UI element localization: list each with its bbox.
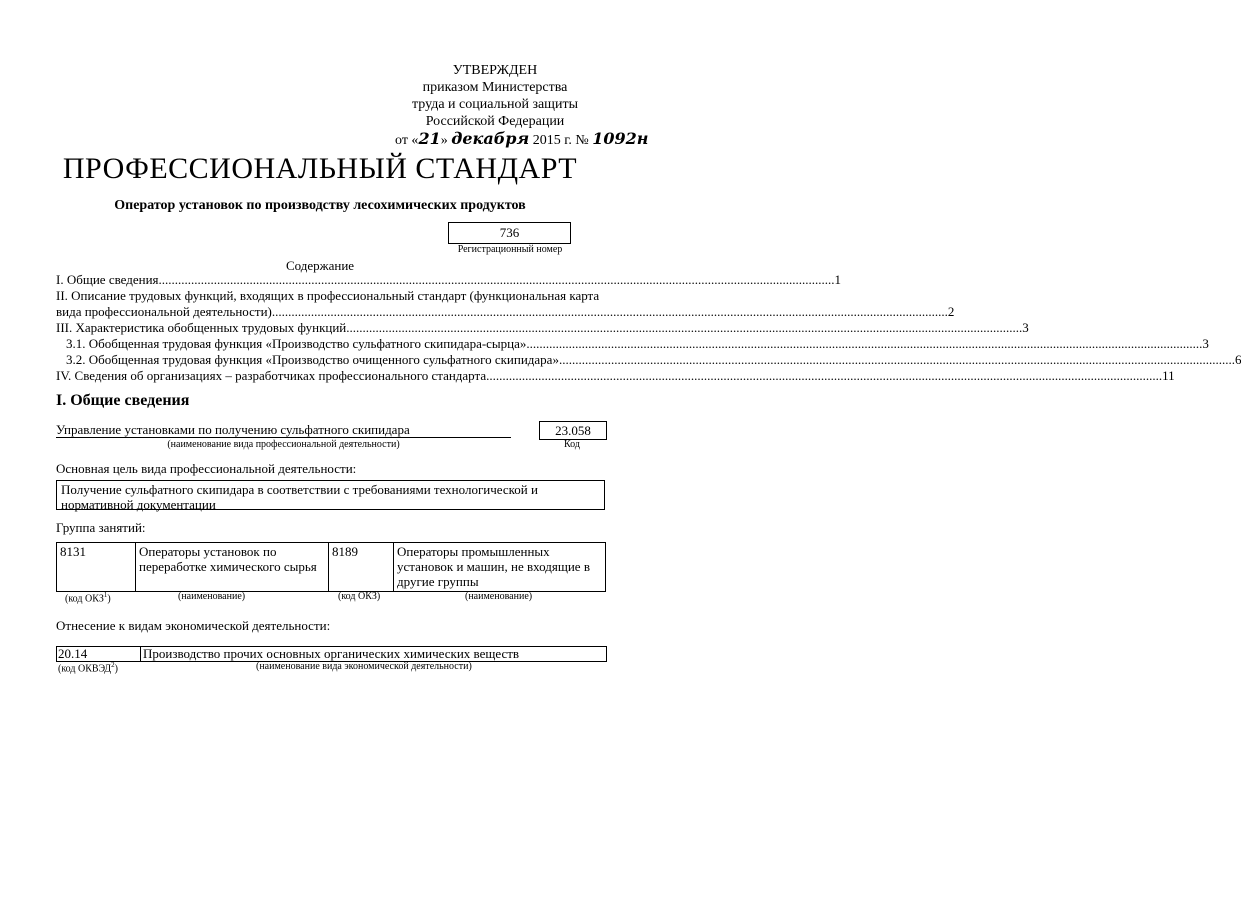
okved-label: Отнесение к видам экономической деятельности:	[56, 618, 331, 633]
approval-date: от «21» декабря 2015 г. № 1092н	[395, 129, 649, 148]
occupation-group-label: Группа занятий:	[56, 520, 146, 535]
approval-line: УТВЕРЖДЕН	[452, 63, 538, 78]
document-title: ПРОФЕССИОНАЛЬНЫЙ СТАНДАРТ	[62, 152, 578, 185]
toc-heading: Содержание	[285, 258, 355, 273]
approval-line: труда и социальной защиты	[412, 97, 578, 112]
toc-item[interactable]: IV. Сведения об организациях – разработчиках профессионального стандарта ..... 11	[56, 368, 604, 384]
occupation-group-table	[56, 542, 606, 592]
okz-code-caption: (код ОКЗ)	[338, 591, 381, 602]
approval-block	[395, 62, 649, 149]
activity-kind-code-caption: Код	[564, 439, 580, 450]
activity-kind-code: 23.058	[539, 421, 607, 440]
okz-name-caption: (наименование)	[178, 591, 246, 602]
table-row	[57, 543, 606, 592]
toc-item[interactable]: 3.1. Обобщенная трудовая функция «Производство сульфатного скипидара-сырца» ..... 3	[56, 336, 604, 352]
okz-code-caption: (код ОКЗ$^1$)	[65, 591, 111, 605]
handwritten-day: 21	[418, 129, 441, 148]
goal-text: нормативной документации	[61, 497, 216, 512]
goal-text: Получение сульфатного скипидара в соответствии с требованиями технологической и	[61, 482, 538, 497]
goal-box	[56, 480, 605, 510]
goal-label: Основная цель вида профессиональной деятельности:	[56, 461, 357, 476]
toc-item[interactable]: III. Характеристика обобщенных трудовых функций ..... 3	[56, 320, 604, 336]
okved-code: 20.14	[57, 647, 141, 661]
approval-line: Российской Федерации	[425, 114, 565, 129]
okz-code-cell: 8189	[329, 543, 394, 592]
handwritten-month: декабря	[451, 129, 530, 148]
okz-name-cell: Операторы промышленных установок и машин, не входящие в другие группы	[394, 543, 606, 592]
approval-line: приказом Министерства	[422, 80, 568, 95]
registration-number-label: Регистрационный номер	[457, 244, 563, 255]
section-heading: I. Общие сведения	[56, 392, 190, 409]
toc-item[interactable]: II. Описание трудовых функций, входящих в профессиональный стандарт (функциональная карта	[56, 288, 600, 303]
okved-row	[56, 646, 607, 662]
table-of-contents	[56, 272, 1241, 384]
toc-item[interactable]: 3.2. Обобщенная трудовая функция «Производство очищенного сульфатного скипидара» ..... 6	[56, 352, 604, 368]
activity-kind-name: Управление установками по получению сульфатного скипидара	[56, 423, 511, 438]
okved-code-caption: (код ОКВЭД$^2$)	[58, 661, 118, 675]
registration-number-box: 736	[448, 222, 571, 244]
okved-name-caption: (наименование вида экономической деятельности)	[256, 661, 472, 672]
document-subtitle: Оператор установок по производству лесохимических продуктов	[114, 198, 526, 213]
activity-kind-caption: (наименование вида профессиональной деятельности)	[167, 439, 400, 450]
toc-item[interactable]: I. Общие сведения ..... 1	[56, 272, 604, 288]
okz-name-caption: (наименование)	[465, 591, 533, 602]
okved-name: Производство прочих основных органических химических веществ	[143, 646, 520, 661]
okz-code-cell: 8131	[57, 543, 136, 592]
okz-name-cell: Операторы установок по переработке химического сырья	[136, 543, 329, 592]
toc-item[interactable]: вида профессиональной деятельности) ..... 2	[56, 304, 604, 320]
handwritten-number: 1092н	[592, 129, 649, 148]
